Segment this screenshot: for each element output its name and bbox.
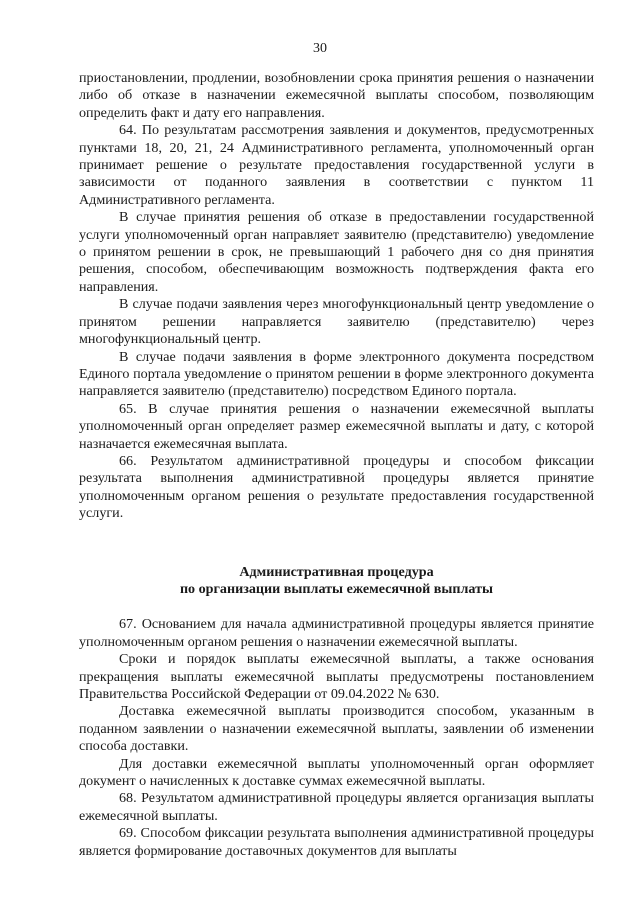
paragraph-65: 65. В случае принятия решения о назначении ежемесячной выплаты уполномоченный орган определяет размер ежемесячной выплаты и дату, с которой назначается ежемесячная выплата. (79, 400, 594, 452)
document-body (79, 70, 594, 860)
section-heading-line1: Административная процедура (239, 563, 434, 580)
paragraph-refusal-notice: В случае принятия решения об отказе в предоставлении государственной услуги уполномоченный орган направляет заявителю (представителю) уведомление о принятом решении в срок, не превышающий 1 рабочего дня со дня принятия решения, способом, обеспечивающим возможность подтверждения факта его направления. (79, 209, 594, 295)
paragraph-payment-terms: Сроки и порядок выплаты ежемесячной выплаты, а также основания прекращения выплаты ежемесячной выплаты предусмотрены постановлением Правительства Российской Федерации от 09.04.2022 № 630. (79, 651, 594, 702)
paragraph-64: 64. По результатам рассмотрения заявления и документов, предусмотренных пунктами 18, 20, 21, 24 Административного регламента, уполномоченный орган принимает решение о результате предоставления государственной услуги в зависимости от поданного заявления в соответствии с пунктом 11 Административного регламента. (79, 122, 594, 208)
paragraph-continuation: приостановлении, продлении, возобновлении срока принятия решения о назначении либо об отказе в назначении ежемесячной выплаты способом, позволяющим определить факт и дату его направления. (79, 70, 594, 121)
paragraph-69: 69. Способом фиксации результата выполнения административной процедуры является формирование доставочных документов для выплаты (79, 825, 594, 859)
paragraph-portal-notice: В случае подачи заявления в форме электронного документа посредством Единого портала уведомление о принятом решении в форме электронного документа направляется заявителю (представителю) посредством Единого портала. (79, 348, 594, 400)
paragraph-delivery-method: Доставка ежемесячной выплаты производится способом, указанным в поданном заявлении о назначении ежемесячной выплаты, заявлении об изменении способа доставки. (79, 703, 594, 755)
paragraph-delivery-document: Для доставки ежемесячной выплаты уполномоченный орган оформляет документ о начисленных к доставке суммах ежемесячной выплаты. (79, 755, 594, 790)
section-heading (79, 564, 594, 599)
paragraph-mfc-notice: В случае подачи заявления через многофункциональный центр уведомление о принятом решении направляется заявителю (представителю) через многофункциональный центр. (79, 296, 594, 348)
paragraph-66: 66. Результатом административной процедуры и способом фиксации результата выполнения административной процедуры является принятие уполномоченным органом решения о результате предоставления государственной услуги. (79, 452, 594, 522)
page-number: 30 (313, 41, 327, 56)
paragraph-67: 67. Основанием для начала административной процедуры является принятие уполномоченным органом решения о назначении ежемесячной выплаты. (79, 616, 594, 650)
section-heading-line2: по организации выплаты ежемесячной выплаты (179, 580, 494, 597)
paragraph-68: 68. Результатом административной процедуры является организация выплаты ежемесячной выплаты. (79, 790, 594, 824)
